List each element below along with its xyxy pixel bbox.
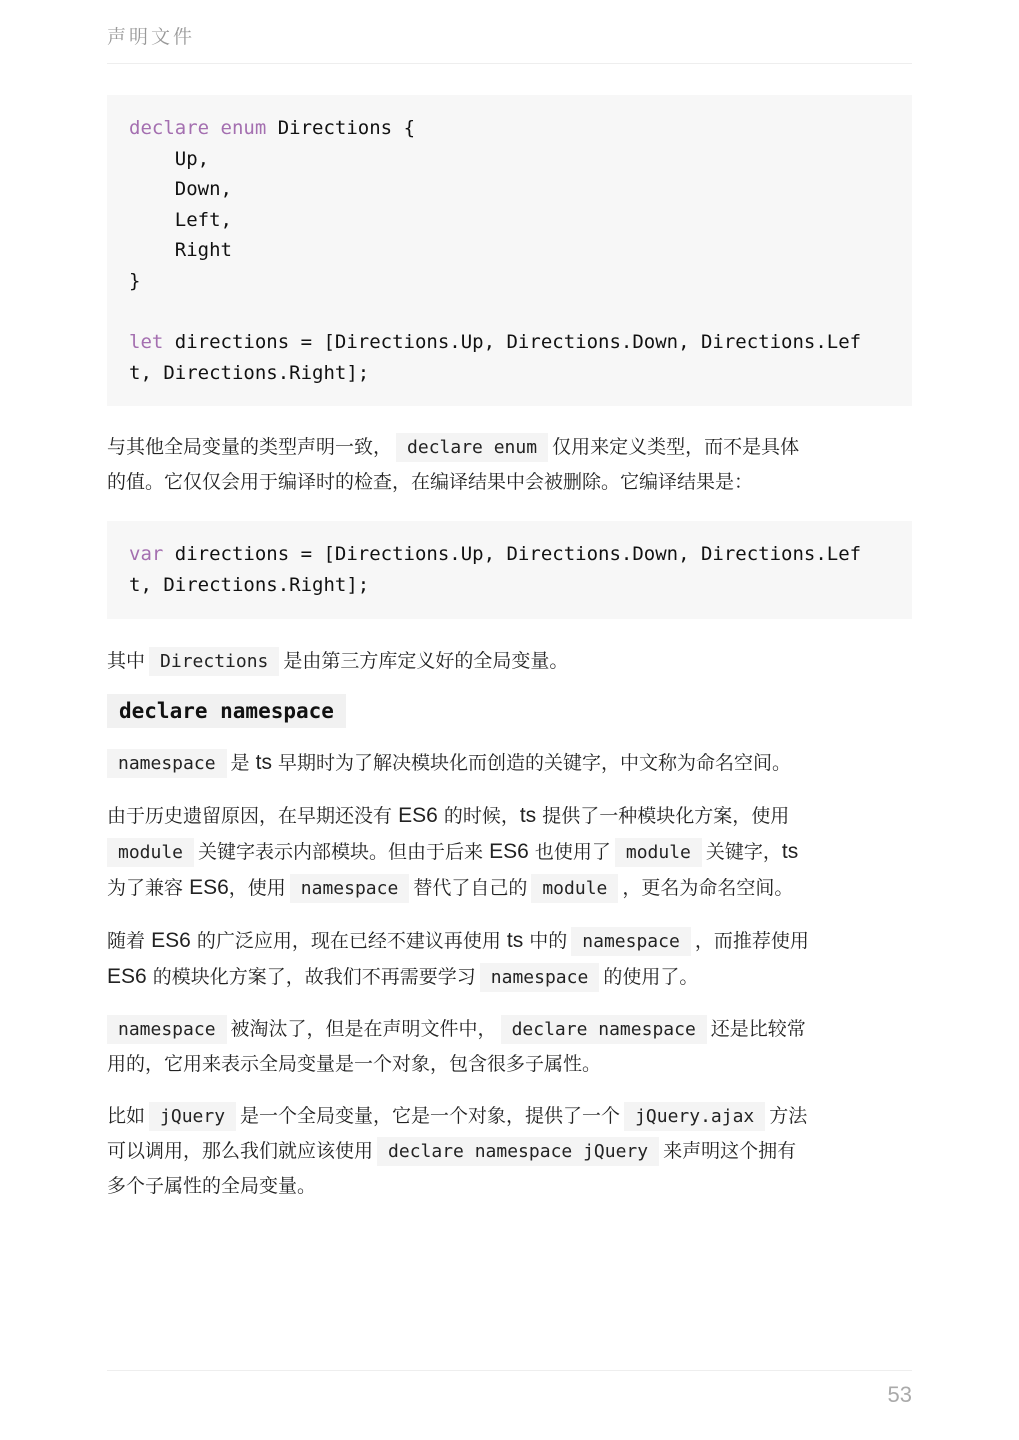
inline-code: jQuery.ajax <box>624 1102 765 1131</box>
text: 方法 <box>769 1104 808 1127</box>
inline-code: declare namespace <box>501 1015 707 1044</box>
text: 替代了自己的 <box>413 876 528 899</box>
code-keyword: var <box>129 543 164 566</box>
text: 用的，它用来表示全局变量是一个对象，包含很多子属性。 <box>107 1052 602 1075</box>
code-line: } <box>129 269 141 292</box>
code-text: directions = [Directions.Up, Directions.Down, Directions.Lef <box>163 543 862 566</box>
text: ES6 <box>489 839 529 863</box>
inline-code: module <box>107 838 194 867</box>
code-line: Up, <box>129 147 210 170</box>
code-text: directions = [Directions.Up, Directions.Down, Directions.Lef <box>163 331 862 354</box>
inline-code: jQuery <box>149 1102 236 1131</box>
text: 的值。它仅仅会用于编译时的检查，在编译结果中会被删除。它编译结果是： <box>107 471 754 494</box>
section-heading-wrapper <box>107 694 912 728</box>
text: 还是比较常 <box>710 1017 806 1040</box>
page-number: 53 <box>887 1382 912 1407</box>
paragraph-namespace-history <box>107 798 912 906</box>
text: 的时候， <box>443 804 520 827</box>
text: 是一个全局变量，它是一个对象，提供了一个 <box>240 1104 621 1127</box>
code-line: Down, <box>129 178 232 201</box>
inline-code: declare enum <box>396 433 548 462</box>
text: ts <box>506 928 524 952</box>
text: ts <box>255 750 272 774</box>
text: 也使用了 <box>534 840 611 863</box>
text: ，而推荐使用 <box>694 929 809 952</box>
text: 早期时为了解决模块化而创造的关键字，中文称为命名空间。 <box>278 751 792 774</box>
text: ts <box>781 839 799 863</box>
text: 其中 <box>107 649 146 672</box>
code-keyword: declare <box>129 117 210 139</box>
paragraph-es6-modules <box>107 923 912 995</box>
text: ts <box>519 803 537 827</box>
running-header: 声明文件 <box>107 26 196 48</box>
inline-code: declare namespace jQuery <box>377 1137 659 1166</box>
text: 比如 <box>107 1104 146 1127</box>
text: 由于历史遗留原因，在早期还没有 <box>107 804 393 827</box>
page-content <box>107 95 912 1204</box>
text: 关键字， <box>705 840 782 863</box>
header-divider <box>107 63 912 64</box>
text: ，更名为命名空间。 <box>622 876 794 899</box>
inline-code: namespace <box>290 874 410 903</box>
inline-code: module <box>615 838 702 867</box>
inline-code: namespace <box>107 1015 227 1044</box>
paragraph-enum-description <box>107 430 912 500</box>
inline-code: module <box>531 874 618 903</box>
code-line: t, Directions.Right]; <box>129 361 370 384</box>
inline-code: namespace <box>571 927 691 956</box>
paragraph-namespace-intro <box>107 745 912 781</box>
text: 的模块化方案了，故我们不再需要学习 <box>152 965 476 988</box>
text: 是由第三方库定义好的全局变量。 <box>283 649 569 672</box>
inline-code: Directions <box>149 647 279 676</box>
text: 仅用来定义类型，而不是具体 <box>552 436 800 459</box>
text: 可以调用，那么我们就应该使用 <box>107 1139 374 1162</box>
text: 被淘汰了，但是在声明文件中， <box>230 1017 497 1040</box>
text: ES6 <box>107 964 147 988</box>
text: 随着 <box>107 929 146 952</box>
section-heading: declare namespace <box>107 694 346 728</box>
text: 中的 <box>529 929 568 952</box>
text: 是 <box>230 751 250 774</box>
text: ES6 <box>151 928 191 952</box>
text: ，使用 <box>228 876 286 899</box>
text: 提供了一种模块化方案，使用 <box>542 804 790 827</box>
code-block-enum <box>107 95 912 406</box>
footer-divider <box>107 1370 912 1371</box>
code-keyword: enum <box>220 117 267 139</box>
code-text: Directions { <box>266 117 416 139</box>
code-line: Left, <box>129 208 232 231</box>
text: 多个子属性的全局变量。 <box>107 1174 317 1197</box>
code-block-compiled <box>107 521 912 618</box>
code-keyword: let <box>129 331 164 354</box>
text: 来声明这个拥有 <box>663 1139 797 1162</box>
text: ES6 <box>398 803 438 827</box>
inline-code: namespace <box>107 749 227 778</box>
paragraph-jquery-example <box>107 1099 912 1204</box>
text: 的广泛应用，现在已经不建议再使用 <box>196 929 501 952</box>
paragraph-directions <box>107 644 912 679</box>
text: 与其他全局变量的类型声明一致， <box>107 436 393 459</box>
inline-code: namespace <box>480 963 600 992</box>
text: 为了兼容 <box>107 876 184 899</box>
code-line: Right <box>129 239 232 262</box>
text: ES6 <box>189 875 229 899</box>
text: 关键字表示内部模块。但由于后来 <box>198 840 484 863</box>
paragraph-declare-namespace <box>107 1012 912 1082</box>
code-line: t, Directions.Right]; <box>129 573 370 596</box>
text: 的使用了。 <box>603 965 699 988</box>
